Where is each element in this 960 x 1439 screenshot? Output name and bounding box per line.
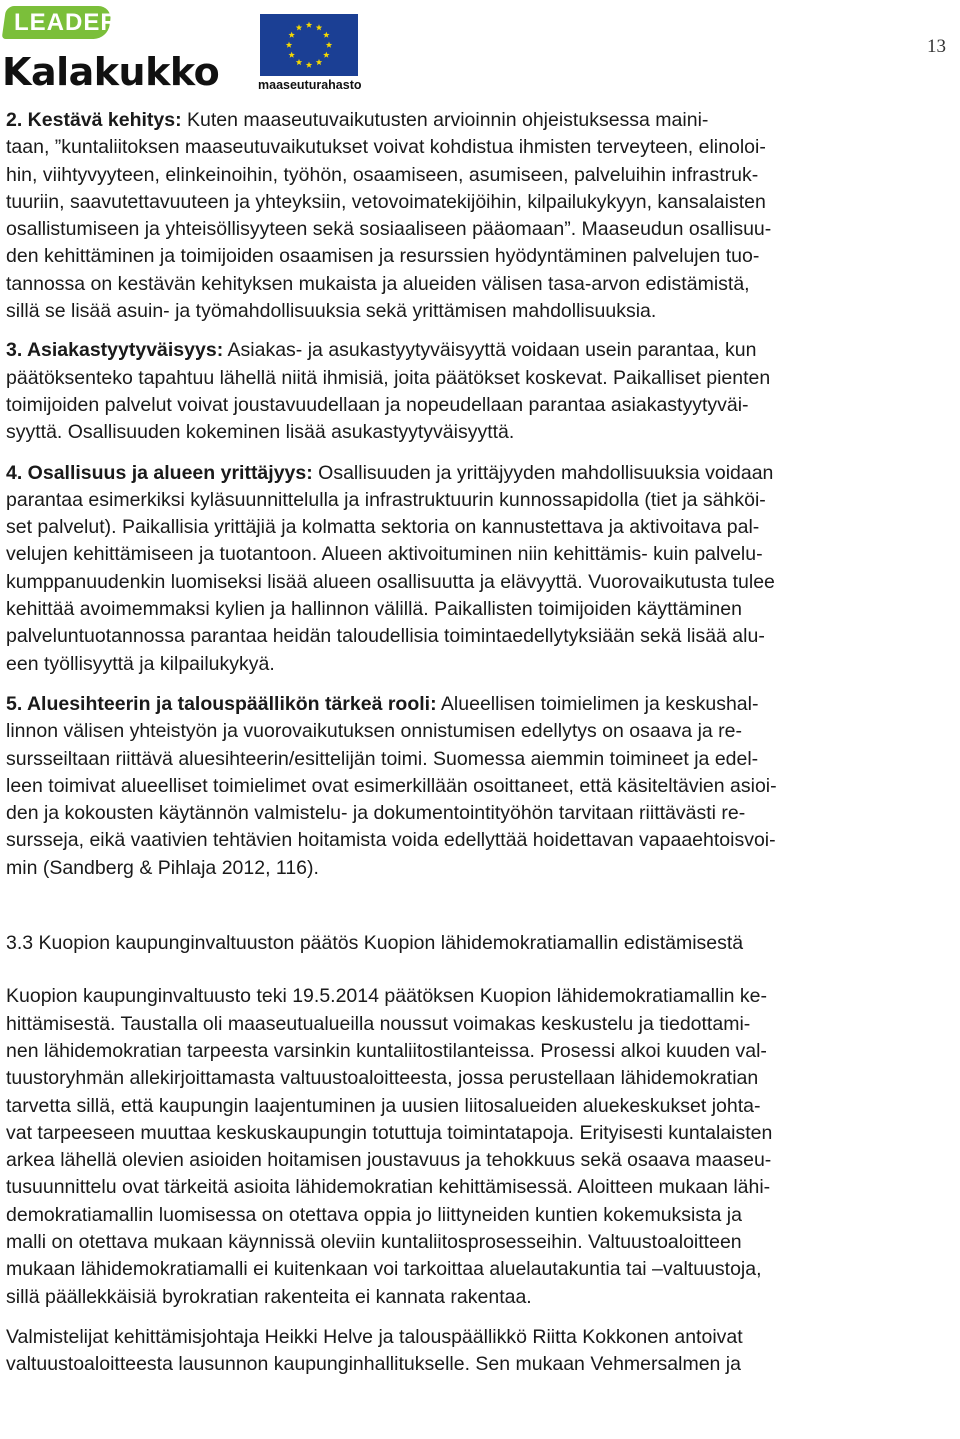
- paragraph-line: arkea lähellä olevien asioiden hoitamisen joustavuus ja tehokkuus sekä osaava maaseu-: [6, 1149, 772, 1172]
- section-5-line: linnon välisen yhteistyön ja vuorovaikutuksen onnistumisen edellytys on osaava ja re-: [6, 720, 742, 743]
- section-5-line: sursseja, eikä vaativien tehtävien hoitamista voida edellyttää hoidettavan vapaaehtoisvoi-: [6, 829, 776, 852]
- section-2-lead: 2. Kestävä kehitys:: [6, 109, 182, 131]
- section-3-line: päätöksenteko tapahtuu lähellä niitä ihmisiä, joita päätökset koskevat. Paikalliset pienten: [6, 366, 771, 389]
- section-3-line: toimijoiden palvelut voivat joustavuudellaan ja nopeudellaan parantaa asiakastyytyväi-: [6, 393, 749, 416]
- section-5-line: den ja kokousten käytännön valmistelu- ja dokumentointityöhön tarvitaan riittävästi re-: [6, 802, 746, 825]
- section-4-line: Osallisuuden ja yrittäjyyden mahdollisuuksia voidaan: [312, 461, 774, 484]
- section-4-line: set palvelut). Paikallisia yrittäjiä ja kolmatta sektoria on kannustettava ja aktivoitava pal-: [6, 516, 760, 539]
- page-number: 13: [927, 36, 946, 57]
- leader-kalakukko-logo: [0, 2, 220, 98]
- section-5-line: Alueellisen toimielimen ja keskushal-: [436, 692, 759, 715]
- section-3: [6, 337, 952, 446]
- section-2-line: sillä se lisää asuin- ja työmahdollisuuksia sekä yrittämisen mahdollisuuksia.: [6, 300, 657, 323]
- section-3-lead: 3. Asiakastyytyväisyys:: [6, 339, 224, 362]
- paragraph-line: mukaan lähidemokratiamalli ei kuitenkaan voi tarkoittaa aluelautakuntia tai –valtuustoja,: [6, 1258, 762, 1281]
- section-4-line: een työllisyyttä ja kilpailukykyä.: [6, 652, 275, 675]
- paragraph-line: hittämisestä. Taustalla oli maaseutualueilla noussut voimakas keskustelu ja tiedottami-: [6, 1012, 751, 1035]
- eu-logo: [258, 14, 362, 98]
- paragraph-line: demokratiamallin luomisessa on otettava oppia jo liittyneiden kuntien kokemuksista ja: [6, 1203, 742, 1226]
- paragraph-1: [6, 983, 952, 1311]
- section-2-line: tuuriin, saavutettavuuteen ja yhteyksiin, vetovoimatekijöihin, kilpailukykyyn, kansalaisten: [6, 190, 766, 213]
- section-4-lead: 4. Osallisuus ja alueen yrittäjyys:: [6, 461, 313, 484]
- section-2-line: Kuten maaseutuvaikutusten arvioinnin ohjeistuksessa maini-: [181, 109, 709, 131]
- section-3-line: syyttä. Osallisuuden kokeminen lisää asukastyytyväisyyttä.: [6, 421, 515, 444]
- paragraph-line: Valmistelijat kehittämisjohtaja Heikki Helve ja talouspäällikkö Riitta Kokkonen antoivat: [6, 1325, 743, 1348]
- eu-caption: maaseuturahasto: [258, 78, 362, 92]
- section-2-line: hin, viihtyvyyteen, elinkeinoihin, työhön, osaamiseen, asumiseen, palveluihin infrastruk-: [6, 163, 759, 186]
- section-4-line: velujen kehittämiseen ja tuotantoon. Alueen aktivoituminen niin kehittämis- kuin palvelu-: [6, 543, 763, 566]
- paragraph-line: Kuopion kaupunginvaltuusto teki 19.5.2014 päätöksen Kuopion lähidemokratiamallin ke-: [6, 985, 768, 1008]
- section-5-line: sursseiltaan riittävä aluesihteerin/esittelijän toimi. Suomessa aiemmin toimineet ja edel-: [6, 747, 759, 770]
- section-2-line: tannossa on kestävän kehityksen mukaista ja alueiden välisen tasa-arvon edistämistä,: [6, 272, 750, 295]
- paragraph-line: vat tarpeeseen muuttaa keskuskaupungin totuttuja toimintatapoja. Erityisesti kuntalaisten: [6, 1121, 773, 1144]
- document-body: [6, 107, 952, 1378]
- section-4-line: palveluntuotannossa parantaa heidän taloudellisia toimintaedellytyksiään sekä lisää alu-: [6, 625, 765, 648]
- paragraph-line: nen lähidemokratian tarpeesta varsinkin kuntaliitostilanteissa. Prosessi alkoi kuuden val-: [6, 1039, 767, 1062]
- paragraph-line: sillä päällekkäisiä byrokratian rakenteita ei kannata rakentaa.: [6, 1285, 532, 1308]
- section-5-lead: 5. Aluesihteerin ja talouspäällikön tärkeä rooli:: [6, 692, 437, 715]
- section-heading: 3.3 Kuopion kaupunginvaltuuston päätös Kuopion lähidemokratiamallin edistämisestä: [6, 932, 744, 955]
- leader-badge-text: LEADER: [14, 9, 119, 36]
- kalakukko-text: Kalakukko: [2, 50, 220, 94]
- section-5: [6, 691, 952, 882]
- paragraph-line: tarvetta sillä, että kaupungin laajentuminen ja uusien liitosalueiden aluekeskukset johta-: [6, 1094, 761, 1117]
- section-5-line: leen toimivat alueelliset toimielimet ovat esimerkillään osoittaneet, että käsiteltävien asioi-: [6, 774, 777, 797]
- paragraph-line: tusuunnittelu ovat tärkeitä asioita lähidemokratian kehittämisessä. Aloitteen mukaan lähi-: [6, 1176, 771, 1199]
- section-2-line: den kehittäminen ja toimijoiden osaamisen ja resurssien hyödyntäminen palvelujen tuo-: [6, 245, 760, 268]
- section-2: [6, 107, 952, 325]
- section-2-line: taan, ”kuntaliitoksen maaseutuvaikutukset voivat kohdistua ihmisten terveyteen, elinoloi-: [6, 136, 766, 159]
- paragraph-line: valtuustoaloitteesta lausunnon kaupunginhallitukselle. Sen mukaan Vehmersalmen ja: [6, 1353, 741, 1376]
- paragraph-2: [6, 1324, 952, 1379]
- paragraph-line: malli on otettava mukaan käynnissä oleviin kuntaliitosprosesseihin. Valtuustoaloitteen: [6, 1230, 742, 1253]
- eu-flag-icon: [260, 14, 358, 76]
- section-4-line: parantaa esimerkiksi kyläsuunnittelulla ja infrastruktuurin kunnossapidolla (tiet ja sähköi-: [6, 488, 766, 511]
- section-5-line: min (Sandberg & Pihlaja 2012, 116).: [6, 856, 319, 879]
- section-4: [6, 460, 952, 678]
- section-4-line: kehittää avoimemmaksi kylien ja hallinnon välillä. Paikallisten toimijoiden käyttäminen: [6, 598, 742, 621]
- section-3-line: Asiakas- ja asukastyytyväisyyttä voidaan usein parantaa, kun: [223, 339, 757, 362]
- paragraph-line: tuustoryhmän allekirjoittamasta valtuustoaloitteesta, jossa perustellaan lähidemokratian: [6, 1067, 759, 1090]
- section-4-line: kumppanuudenkin luomiseksi lisää alueen osallisuutta ja elävyyttä. Vuorovaikutusta tulee: [6, 570, 775, 593]
- section-2-line: osallistumiseen ja yhteisöllisyyteen sekä sosiaaliseen pääomaan”. Maaseudun osallisuu-: [6, 218, 772, 241]
